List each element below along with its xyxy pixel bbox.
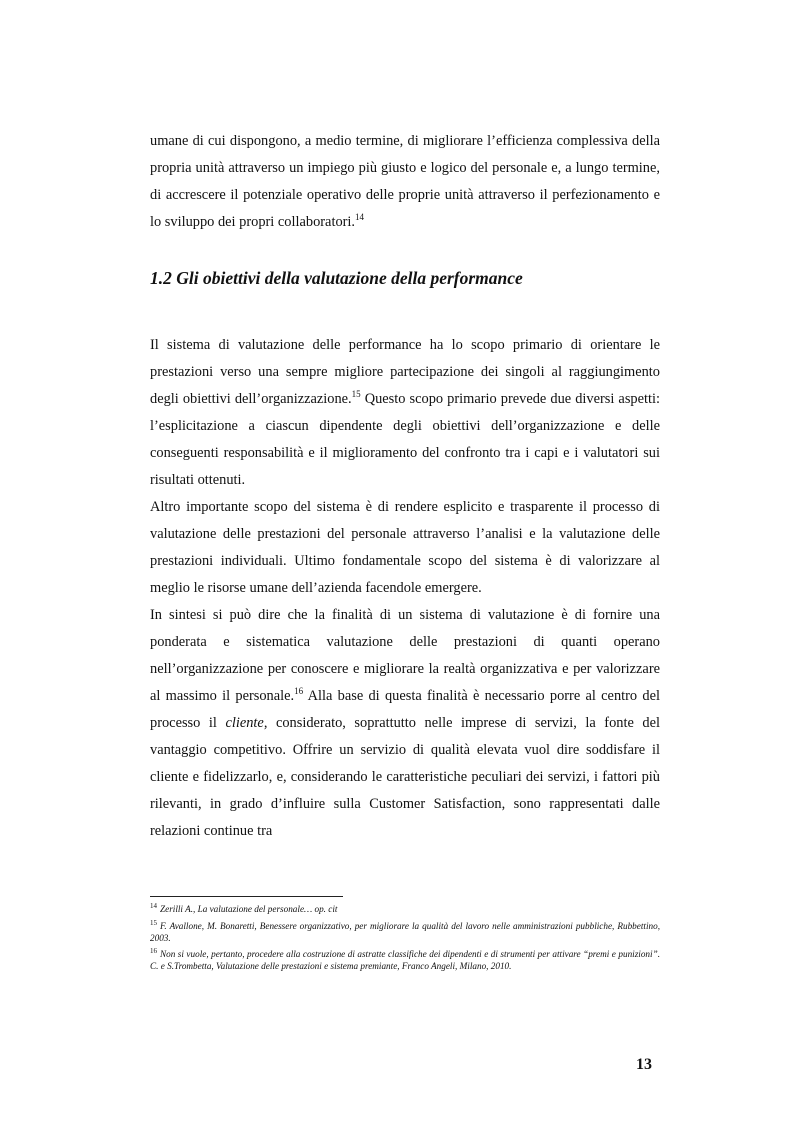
- intro-paragraph: [150, 128, 660, 236]
- footnote-text: F. Avallone, M. Bonaretti, Benessere organizzativo, per migliorare la qualità del lavoro nelle amministrazioni pubbliche, Rubbettino, 2003.: [150, 920, 660, 943]
- footnote-ref-15[interactable]: 15: [351, 389, 361, 399]
- section-body: [150, 332, 660, 845]
- paragraph-3-text-a: In sintesi si può dire che la finalità di un sistema di valutazione è di fornire una ponderata e sistematica valutazione delle prestazioni di quanti operano nell’organizzazione per conoscere e migliorare la realtà organizzativa e per valorizzare al massimo il personale.: [150, 607, 660, 704]
- paragraph-3-text-b: Alla base di questa finalità è necessario porre al centro del processo il: [150, 688, 660, 731]
- paragraph-1-text-b: Questo scopo primario prevede due diversi aspetti: l’esplicitazione a ciascun dipendente degli obiettivi dell’organizzazione e delle conseguenti responsabilità e il miglioramento del confronto tra i capi e i valutatori sui risultati ottenuti.: [150, 391, 660, 488]
- footnote-text: Non si vuole, pertanto, procedere alla costruzione di astratte classifiche dei dipendenti e di strumenti per attivare “premi e punizioni”. C. e S.Trombetta, Valutazione delle prestazioni e sistema premiante, Franco Angeli, Milano, 2010.: [150, 949, 660, 972]
- footnote-number: 15: [150, 918, 157, 927]
- page-number: 13: [636, 1056, 652, 1073]
- section-heading: 1.2 Gli obiettivi della valutazione della performance: [150, 268, 523, 288]
- footnote-ref-16[interactable]: 16: [294, 686, 304, 696]
- footnote-separator: [150, 896, 343, 897]
- intro-text: umane di cui dispongono, a medio termine, di migliorare l’efficienza complessiva della propria unità attraverso un impiego più giusto e logico del personale e, a lungo termine, di accrescere il potenziale operativo delle proprie unità attraverso il perfezionamento e lo sviluppo dei propri collaboratori.: [150, 133, 660, 230]
- footnote-number: 14: [150, 902, 157, 910]
- footnotes: [150, 901, 660, 975]
- paragraph-2: Altro importante scopo del sistema è di rendere esplicito e trasparente il processo di valutazione delle prestazioni del personale attraverso l’analisi e la valutazione delle prestazioni individuali. Ultimo fondamentale scopo del sistema è di valorizzare al meglio le risorse umane dell’azienda facendole emergere.: [150, 499, 660, 596]
- paragraph-3-text-c: , considerato, soprattutto nelle imprese di servizi, la fonte del vantaggio competitivo. Offrire un servizio di qualità elevata vuol dire soddisfare il cliente e fidelizzarlo, e, considerando le caratteristiche peculiari dei servizi, i fattori più rilevanti, in grado d’influire sulla Customer Satisfaction, sono rappresentati dalle relazioni continue tra: [150, 715, 661, 839]
- footnote-number: 16: [150, 947, 157, 956]
- paragraph-3: [150, 602, 660, 845]
- paragraph-1: [150, 332, 660, 494]
- paragraph-1-text-a: Il sistema di valutazione delle performance ha lo scopo primario di orientare le prestazioni verso una sempre migliore partecipazione dei singoli al raggiungimento degli obiettivi dell’organizzazione.: [150, 337, 660, 407]
- footnote-15: [150, 918, 660, 945]
- footnote-ref-14[interactable]: 14: [355, 212, 365, 222]
- footnote-14: [150, 901, 660, 916]
- footnote-text: Zerilli A., La valutazione del personale… op. cit: [160, 904, 338, 914]
- emphasis-cliente: cliente: [225, 715, 264, 731]
- footnote-16: [150, 946, 660, 973]
